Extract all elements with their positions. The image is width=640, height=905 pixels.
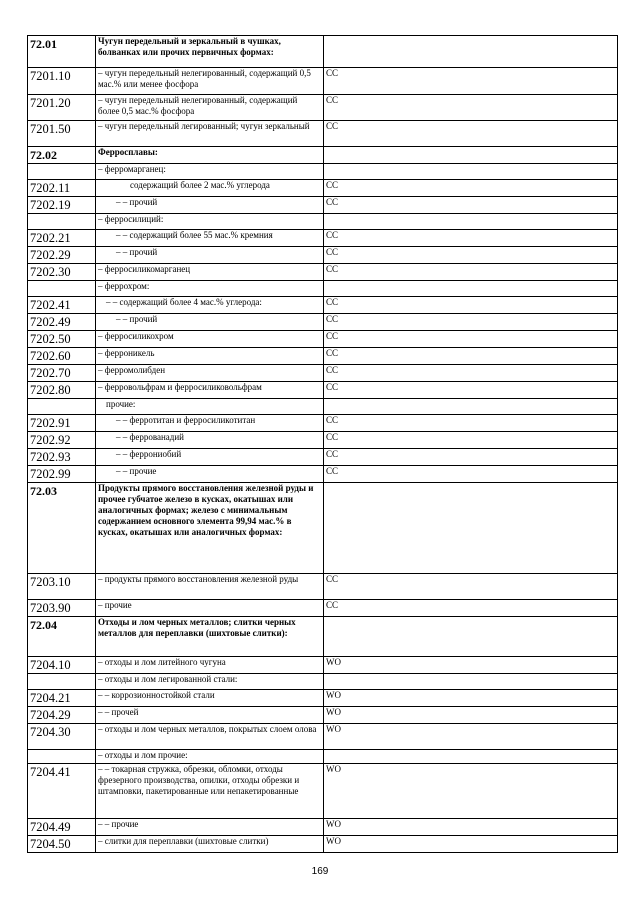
description-cell: – чугун передельный легированный; чугун зеркальный (96, 121, 324, 147)
code-cell: 7202.19 (28, 197, 96, 214)
table-row (28, 297, 618, 314)
rule-cell: CC (324, 180, 618, 197)
code-cell: 7202.70 (28, 365, 96, 382)
code-cell: 7201.20 (28, 95, 96, 121)
rule-cell: CC (324, 230, 618, 247)
rule-cell: CC (324, 600, 618, 617)
description-cell: – – токарная стружка, обрезки, обломки, отходы фрезерного производства, опилки, отходы обрезки и штамповки, пакетированные или непакетированные (96, 764, 324, 819)
table-row (28, 348, 618, 365)
rule-cell: WO (324, 724, 618, 750)
rule-cell (324, 147, 618, 164)
code-cell: 7203.10 (28, 574, 96, 600)
table-row (28, 600, 618, 617)
description-cell: – отходы и лом литейного чугуна (96, 657, 324, 674)
description-cell: – – содержащий более 55 мас.% кремния (96, 230, 324, 247)
code-cell: 72.02 (28, 147, 96, 164)
rule-cell (324, 750, 618, 764)
code-cell: 7201.10 (28, 68, 96, 95)
rule-cell (324, 214, 618, 230)
description-cell: – – прочий (96, 197, 324, 214)
heading-row (28, 617, 618, 657)
rule-cell (324, 281, 618, 297)
code-cell: 72.04 (28, 617, 96, 657)
rule-cell (324, 617, 618, 657)
rule-cell: CC (324, 247, 618, 264)
description-cell: – феррохром: (96, 281, 324, 297)
table-row (28, 399, 618, 415)
code-cell: 7204.10 (28, 657, 96, 674)
table-row (28, 180, 618, 197)
code-cell: 7202.91 (28, 415, 96, 432)
table-row (28, 331, 618, 348)
description-cell: – – коррозионностойкой стали (96, 690, 324, 707)
table-row (28, 214, 618, 230)
description-cell: – – содержащий более 4 мас.% углерода: (96, 297, 324, 314)
table-row (28, 819, 618, 836)
table-row (28, 121, 618, 147)
description-cell: – ферровольфрам и ферросиликовольфрам (96, 382, 324, 399)
table-row (28, 68, 618, 95)
description-cell: – отходы и лом легированной стали: (96, 674, 324, 690)
heading-row (28, 147, 618, 164)
rule-cell: CC (324, 449, 618, 466)
rule-cell: CC (324, 348, 618, 365)
code-cell: 7203.90 (28, 600, 96, 617)
rule-cell: WO (324, 690, 618, 707)
code-cell: 7204.50 (28, 836, 96, 853)
rule-cell: CC (324, 382, 618, 399)
rule-cell: WO (324, 657, 618, 674)
table-row (28, 707, 618, 724)
description-cell: Продукты прямого восстановления железной руды и прочее губчатое железо в кусках, окатышах или аналогичных формах; железо с минимальным содержанием основного элемента 99,94 мас.% в кусках, окатышах или аналогичных формах: (96, 483, 324, 574)
code-cell: 7202.11 (28, 180, 96, 197)
description-cell: – – прочий (96, 247, 324, 264)
code-cell: 7202.21 (28, 230, 96, 247)
heading-row (28, 36, 618, 68)
description-cell: – – феррованадий (96, 432, 324, 449)
table-row (28, 657, 618, 674)
code-cell: 7202.50 (28, 331, 96, 348)
table-row (28, 247, 618, 264)
code-cell (28, 750, 96, 764)
code-cell (28, 674, 96, 690)
code-cell: 7202.93 (28, 449, 96, 466)
table-row (28, 449, 618, 466)
table-row (28, 466, 618, 483)
table-row (28, 164, 618, 180)
code-cell (28, 399, 96, 415)
table-row (28, 432, 618, 449)
description-cell: – – прочий (96, 314, 324, 331)
code-cell: 7202.92 (28, 432, 96, 449)
rule-cell: CC (324, 574, 618, 600)
table-row (28, 382, 618, 399)
description-cell: – прочие (96, 600, 324, 617)
rule-cell (324, 483, 618, 574)
table-row (28, 764, 618, 819)
code-cell: 7202.30 (28, 264, 96, 281)
description-cell: – ферросиликомарганец (96, 264, 324, 281)
code-cell (28, 214, 96, 230)
code-cell: 7202.60 (28, 348, 96, 365)
description-cell: – – феррониобий (96, 449, 324, 466)
description-cell: – ферромолибден (96, 365, 324, 382)
rule-cell: WO (324, 819, 618, 836)
code-cell: 7204.41 (28, 764, 96, 819)
description-cell: – – прочей (96, 707, 324, 724)
code-cell: 72.01 (28, 36, 96, 68)
table-row (28, 230, 618, 247)
code-cell: 7202.29 (28, 247, 96, 264)
description-cell: – – прочие (96, 819, 324, 836)
code-cell: 7202.49 (28, 314, 96, 331)
rule-cell: CC (324, 331, 618, 348)
code-cell: 7204.21 (28, 690, 96, 707)
rule-cell: CC (324, 264, 618, 281)
code-cell: 72.03 (28, 483, 96, 574)
code-cell: 7202.99 (28, 466, 96, 483)
table-row (28, 281, 618, 297)
code-cell: 7202.41 (28, 297, 96, 314)
rule-cell: CC (324, 314, 618, 331)
code-cell: 7204.49 (28, 819, 96, 836)
table-row (28, 264, 618, 281)
rule-cell: CC (324, 432, 618, 449)
description-cell: – продукты прямого восстановления железной руды (96, 574, 324, 600)
description-cell: – отходы и лом черных металлов, покрытых слоем олова (96, 724, 324, 750)
rule-cell (324, 36, 618, 68)
description-cell: – ферросилиций: (96, 214, 324, 230)
rule-cell: CC (324, 95, 618, 121)
description-cell: – – прочие (96, 466, 324, 483)
description-cell: – чугун передельный нелегированный, содержащий 0,5 мас.% или менее фосфора (96, 68, 324, 95)
table-row (28, 314, 618, 331)
rule-cell: CC (324, 121, 618, 147)
description-cell: – ферросиликохром (96, 331, 324, 348)
description-cell: Отходы и лом черных металлов; слитки черных металлов для переплавки (шихтовые слитки): (96, 617, 324, 657)
code-cell: 7202.80 (28, 382, 96, 399)
code-cell: 7204.29 (28, 707, 96, 724)
code-cell (28, 281, 96, 297)
rule-cell: WO (324, 707, 618, 724)
description-cell: – чугун передельный нелегированный, содержащий более 0,5 мас.% фосфора (96, 95, 324, 121)
table-row (28, 836, 618, 853)
table-row (28, 415, 618, 432)
description-cell: – слитки для переплавки (шихтовые слитки) (96, 836, 324, 853)
rule-cell (324, 164, 618, 180)
table-row (28, 197, 618, 214)
rule-cell: CC (324, 365, 618, 382)
description-cell: прочие: (96, 399, 324, 415)
rule-cell: WO (324, 836, 618, 853)
rule-cell: CC (324, 197, 618, 214)
description-cell: Чугун передельный и зеркальный в чушках, болванках или прочих первичных формах: (96, 36, 324, 68)
tariff-table (27, 35, 618, 853)
table-row (28, 95, 618, 121)
description-cell: Ферросплавы: (96, 147, 324, 164)
tariff-table-body (28, 36, 618, 853)
code-cell: 7204.30 (28, 724, 96, 750)
description-cell: содержащий более 2 мас.% углерода (96, 180, 324, 197)
rule-cell: CC (324, 415, 618, 432)
description-cell: – – ферротитан и ферросиликотитан (96, 415, 324, 432)
rule-cell (324, 399, 618, 415)
table-row (28, 690, 618, 707)
code-cell: 7201.50 (28, 121, 96, 147)
rule-cell: CC (324, 297, 618, 314)
description-cell: – ферроникель (96, 348, 324, 365)
rule-cell: CC (324, 68, 618, 95)
page-number: 169 (311, 866, 329, 877)
description-cell: – ферромарганец: (96, 164, 324, 180)
table-row (28, 724, 618, 750)
rule-cell: WO (324, 764, 618, 819)
table-row (28, 674, 618, 690)
rule-cell (324, 674, 618, 690)
description-cell: – отходы и лом прочие: (96, 750, 324, 764)
table-row (28, 574, 618, 600)
table-row (28, 365, 618, 382)
code-cell (28, 164, 96, 180)
rule-cell: CC (324, 466, 618, 483)
table-row (28, 750, 618, 764)
heading-row (28, 483, 618, 574)
